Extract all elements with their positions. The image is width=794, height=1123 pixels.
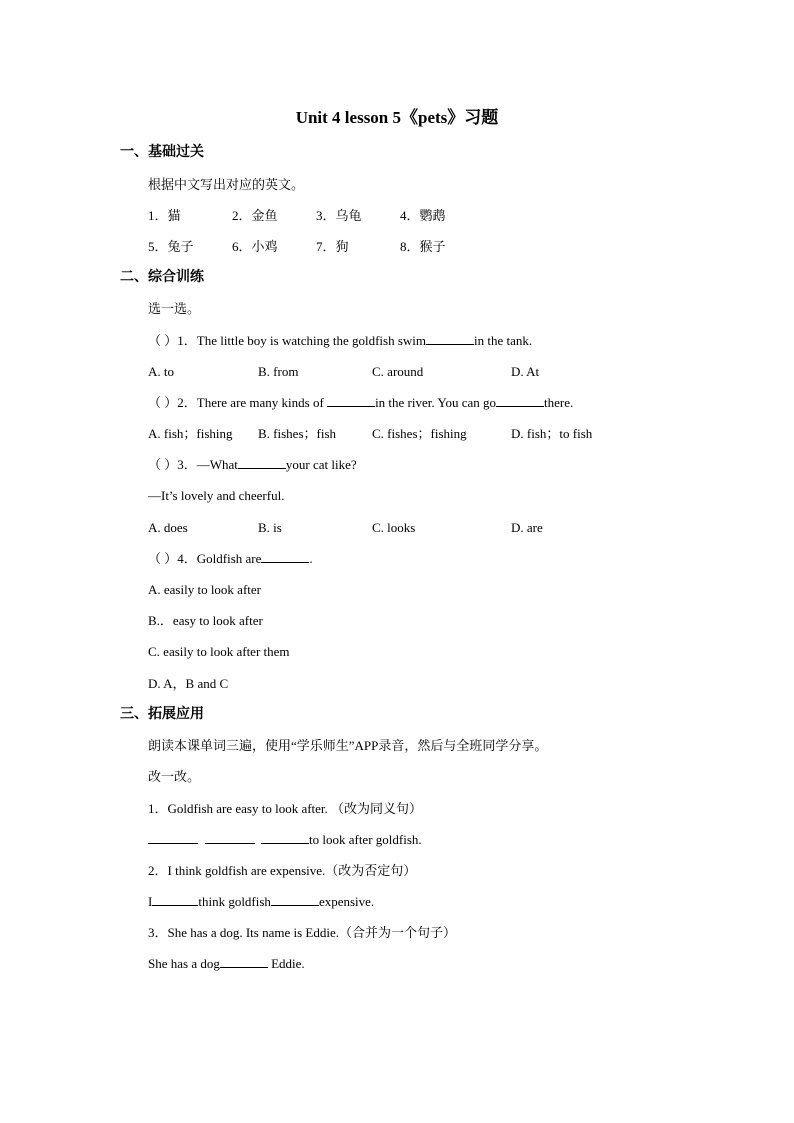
section-instruction: 选一选。 — [148, 301, 201, 316]
option-c: C. around — [372, 364, 424, 379]
vocab-item: 2．金鱼 — [232, 208, 278, 223]
vocab-row-2 — [148, 237, 548, 257]
question-2 — [148, 393, 573, 413]
option-c: C. looks — [372, 520, 416, 535]
question-text: in the tank. — [474, 333, 533, 348]
page-title: Unit 4 lesson 5《pets》习题 — [295, 108, 499, 127]
answer-blank — [220, 955, 268, 968]
answer-blank — [327, 394, 375, 407]
question-text: there. — [544, 395, 574, 410]
option-d: D. A，B and C — [148, 676, 229, 691]
option-b: B. is — [258, 520, 282, 535]
answer-blank — [152, 893, 198, 906]
option-a: A. easily to look after — [148, 582, 261, 597]
rewrite-question-2: 2．I think goldfish are expensive.（改为否定句） — [148, 863, 417, 878]
option-d: D. are — [511, 520, 543, 535]
question-text: . — [309, 551, 313, 566]
option-c: C. fishes；fishing — [372, 426, 467, 441]
section-heading-basics: 一、基础过关 — [120, 145, 204, 160]
answer-text: She has a dog — [148, 956, 220, 971]
rewrite-answer-1 — [148, 830, 422, 850]
answer-blank — [426, 332, 474, 345]
answer-blank — [261, 550, 309, 563]
options-row — [148, 424, 608, 444]
options-row — [148, 362, 568, 382]
question-3 — [148, 455, 357, 475]
section-instruction: 改一改。 — [148, 769, 201, 784]
question-text: in the river. You can go — [375, 395, 497, 410]
option-d: D. fish；to fish — [511, 426, 593, 441]
section-instruction: 根据中文写出对应的英文。 — [148, 177, 305, 192]
options-row — [148, 518, 568, 538]
rewrite-question-3: 3．She has a dog. Its name is Eddie.（合并为一个句子） — [148, 925, 456, 940]
answer-blank — [238, 456, 286, 469]
answer-blank — [261, 831, 309, 844]
answer-blank — [205, 831, 255, 844]
question-text: （ ）1．The little boy is watching the goldfish swim — [148, 333, 427, 348]
vocab-item: 6．小鸡 — [232, 239, 278, 254]
question-text: （ ）3．—What — [148, 457, 238, 472]
answer-text: expensive. — [318, 894, 375, 909]
section-instruction: 朗读本课单词三遍，使用“学乐师生”APP录音，然后与全班同学分享。 — [148, 738, 548, 753]
option-b: B. from — [258, 364, 299, 379]
answer-text: to look after goldfish. — [309, 832, 422, 847]
dialogue-answer: —It’s lovely and cheerful. — [148, 488, 285, 503]
vocab-item: 8．猴子 — [400, 239, 446, 254]
answer-blank — [271, 893, 319, 906]
question-text: （ ）4．Goldfish are — [148, 551, 262, 566]
vocab-item: 3．乌龟 — [316, 208, 362, 223]
vocab-item: 1．猫 — [148, 208, 181, 223]
answer-text: think goldfish — [198, 894, 271, 909]
rewrite-answer-2 — [148, 892, 374, 912]
answer-text: Eddie. — [267, 956, 305, 971]
option-b: B. fishes；fish — [258, 426, 337, 441]
rewrite-answer-3 — [148, 954, 305, 974]
question-1 — [148, 331, 532, 351]
vocab-row-1 — [148, 206, 548, 226]
question-4 — [148, 549, 313, 569]
question-text: your cat like? — [285, 457, 357, 472]
answer-blank — [148, 831, 198, 844]
answer-text: I — [148, 894, 153, 909]
section-heading-extension: 三、拓展应用 — [120, 707, 204, 722]
section-heading-training: 二、综合训练 — [120, 270, 204, 285]
option-a: A. does — [148, 520, 188, 535]
option-b: B.．easy to look after — [148, 613, 263, 628]
option-d: D. At — [511, 364, 540, 379]
answer-blank — [496, 394, 544, 407]
vocab-item: 7．狗 — [316, 239, 349, 254]
rewrite-question-1: 1．Goldfish are easy to look after. （改为同义句） — [148, 801, 423, 816]
option-c: C. easily to look after them — [148, 644, 290, 659]
question-text: （ ）2．There are many kinds of — [148, 395, 328, 410]
vocab-item: 5．兔子 — [148, 239, 194, 254]
option-a: A. fish；fishing — [148, 426, 233, 441]
option-a: A. to — [148, 364, 174, 379]
vocab-item: 4．鹦鹉 — [400, 208, 446, 223]
